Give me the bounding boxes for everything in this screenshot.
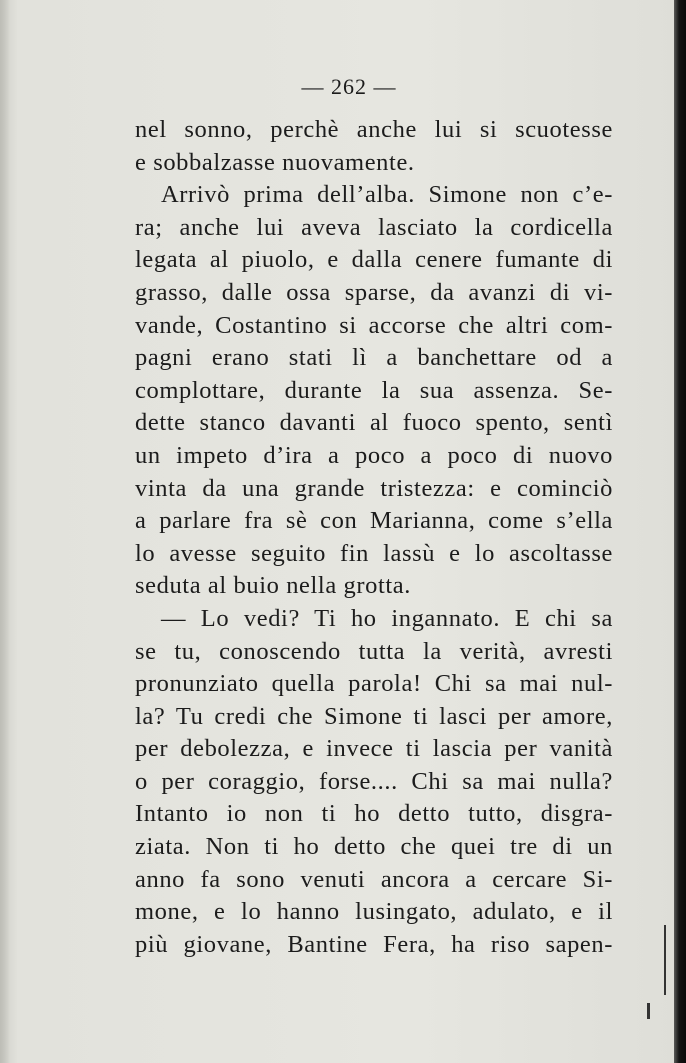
- text-line: Arrivò prima dell’alba. Simone non c’e-: [161, 181, 613, 209]
- page-edge-shadow: [0, 0, 10, 1063]
- text-line: se tu, conoscendo tutta la verità, avresti: [135, 637, 613, 665]
- text-line: vinta da una grande tristezza: e cominciò: [135, 474, 613, 502]
- text-line: e sobbalzasse nuovamente.: [135, 148, 415, 176]
- book-spine: [674, 0, 686, 1063]
- text-line: pronunziato quella parola! Chi sa mai nul-: [135, 670, 613, 698]
- body-text: [135, 114, 613, 961]
- text-line: — Lo vedi? Ti ho ingannato. E chi sa: [161, 604, 613, 632]
- text-line: dette stanco davanti al fuoco spento, sentì: [135, 409, 613, 437]
- text-line: seduta al buio nella grotta.: [135, 572, 412, 600]
- page-number: — 262 —: [301, 74, 397, 99]
- text-line: anno fa sono venuti ancora a cercare Si-: [135, 865, 613, 893]
- text-line: complottare, durante la sua assenza. Se-: [135, 376, 613, 404]
- text-line: la? Tu credi che Simone ti lasci per amore,: [135, 702, 613, 730]
- text-line: pagni erano stati lì a banchettare od a: [135, 344, 613, 372]
- text-line: nel sonno, perchè anche lui si scuotesse: [135, 116, 613, 143]
- text-line: legata al piuolo, e dalla cenere fumante di: [135, 246, 613, 274]
- text-line: ziata. Non ti ho detto che quei tre di un: [135, 833, 613, 861]
- text-line: grasso, dalle ossa sparse, da avanzi di vi-: [135, 278, 613, 306]
- text-line: vande, Costantino si accorse che altri com-: [135, 311, 613, 339]
- text-line: Intanto io non ti ho detto tutto, disgra-: [135, 800, 613, 828]
- text-line: più giovane, Bantine Fera, ha riso sapen-: [135, 930, 613, 958]
- text-line: a parlare fra sè con Marianna, come s’ella: [135, 507, 613, 535]
- text-line: o per coraggio, forse.... Chi sa mai nulla?: [135, 767, 613, 795]
- margin-marks: [660, 925, 670, 1025]
- text-line: lo avesse seguito fin lassù e lo ascoltasse: [135, 539, 613, 567]
- text-line: per debolezza, e invece ti lascia per vanità: [135, 735, 613, 763]
- text-line: un impeto d’ira a poco a poco di nuovo: [135, 441, 613, 469]
- text-line: ra; anche lui aveva lasciato la cordicella: [135, 213, 613, 241]
- text-line: mone, e lo hanno lusingato, adulato, e il: [135, 898, 613, 926]
